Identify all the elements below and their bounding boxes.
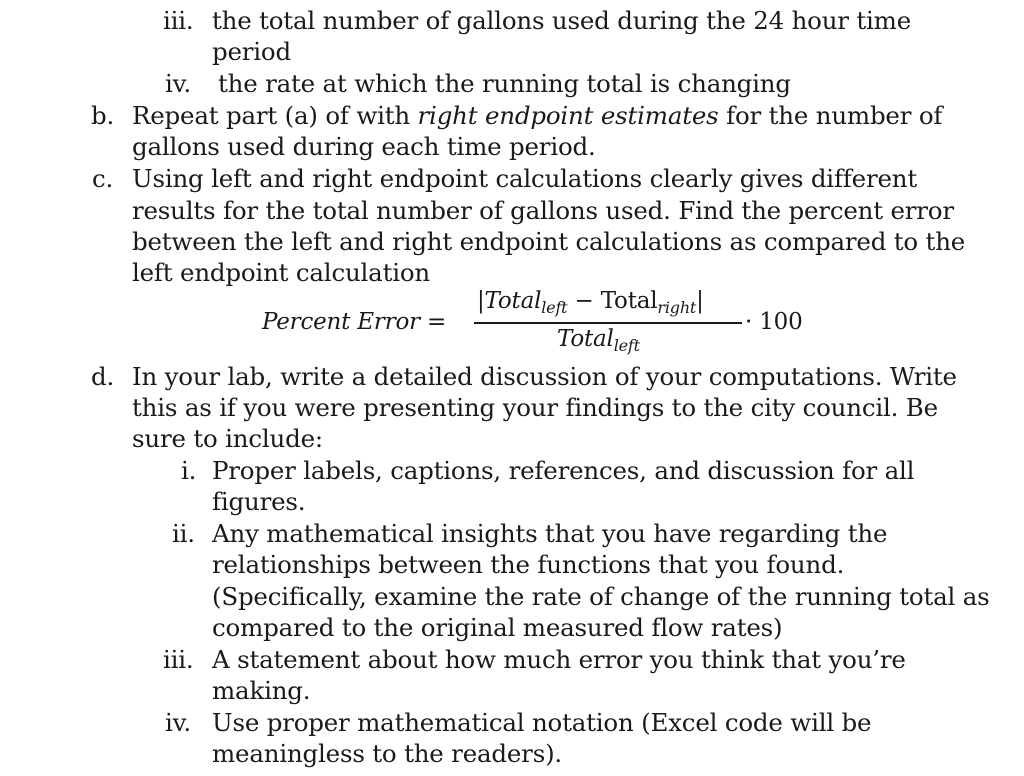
formula-subscript: left bbox=[541, 298, 568, 317]
list-item-text: In your lab, write a detailed discussion of your computations. Write bbox=[132, 362, 957, 391]
list-item-text bbox=[132, 101, 942, 130]
formula-text: |Total bbox=[477, 288, 542, 314]
list-item-text: A statement about how much error you think that you’re bbox=[212, 645, 906, 674]
list-item-text: results for the total number of gallons used. Find the percent error bbox=[132, 196, 954, 225]
list-item-text: relationships between the functions that you found. bbox=[212, 550, 845, 579]
formula-text: − Total bbox=[567, 288, 658, 314]
list-item-text: Any mathematical insights that you have regarding the bbox=[212, 519, 888, 548]
list-item-text: meaningless to the readers). bbox=[212, 739, 563, 768]
fraction-bar bbox=[474, 322, 742, 324]
formula-subscript: left bbox=[613, 336, 640, 355]
list-item-text: Using left and right endpoint calculations clearly gives different bbox=[132, 164, 918, 193]
list-item-text: left endpoint calculation bbox=[132, 258, 430, 287]
formula-numerator bbox=[477, 288, 704, 317]
list-item-text: Proper labels, captions, references, and discussion for all bbox=[212, 456, 915, 485]
list-marker: c. bbox=[92, 164, 114, 193]
list-item-text: gallons used during each time period. bbox=[132, 132, 596, 161]
list-marker: d. bbox=[91, 362, 115, 391]
list-marker: i. bbox=[181, 456, 197, 485]
list-item-text: figures. bbox=[212, 487, 306, 516]
text-run: Repeat part (a) of with bbox=[132, 101, 418, 130]
list-item-text: (Specifically, examine the rate of change of the running total as bbox=[212, 582, 990, 611]
list-marker: iii. bbox=[163, 645, 194, 674]
list-item-text: this as if you were presenting your findings to the city council. Be bbox=[132, 393, 938, 422]
formula-text: | bbox=[696, 288, 704, 314]
list-item-text: between the left and right endpoint calculations as compared to the bbox=[132, 227, 966, 256]
formula-multiplier: · 100 bbox=[745, 309, 803, 335]
list-item-text: period bbox=[212, 37, 291, 66]
formula-lhs: Percent Error = bbox=[262, 309, 447, 335]
list-marker: iii. bbox=[163, 6, 194, 35]
text-run: for the number of bbox=[718, 101, 943, 130]
formula-subscript: right bbox=[657, 298, 697, 317]
list-marker: b. bbox=[91, 101, 115, 130]
list-item-text: making. bbox=[212, 676, 311, 705]
list-item-text: Use proper mathematical notation (Excel code will be bbox=[212, 708, 872, 737]
list-item-text: the rate at which the running total is changing bbox=[218, 69, 791, 98]
list-item-text: sure to include: bbox=[132, 424, 323, 453]
list-marker: ii. bbox=[172, 519, 195, 548]
list-item-text: compared to the original measured flow rates) bbox=[212, 613, 783, 642]
list-marker: iv. bbox=[165, 708, 191, 737]
emphasis-text: right endpoint estimates bbox=[417, 101, 719, 130]
list-marker: iv. bbox=[165, 69, 191, 98]
formula-text: Total bbox=[557, 326, 614, 352]
list-item-text: the total number of gallons used during the 24 hour time bbox=[212, 6, 911, 35]
formula-denominator bbox=[557, 326, 640, 355]
